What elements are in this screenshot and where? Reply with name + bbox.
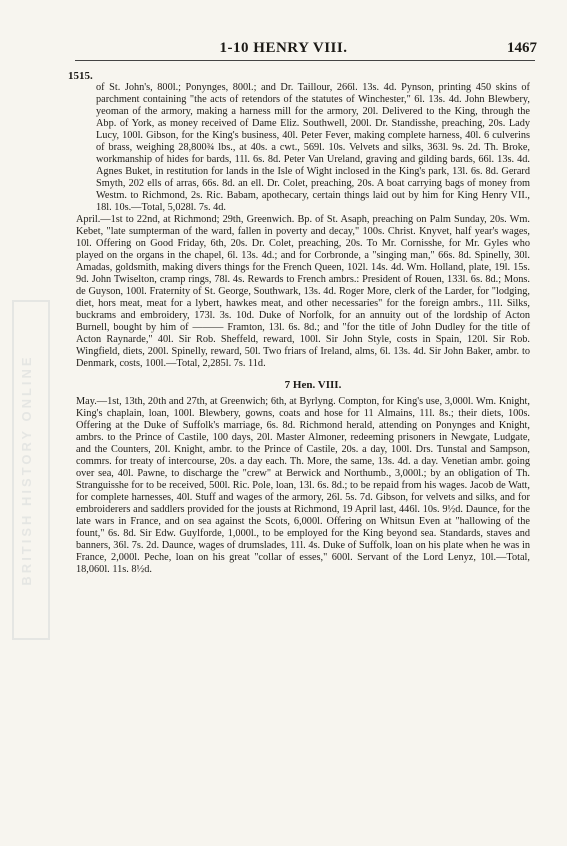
document-body xyxy=(76,82,530,576)
running-header xyxy=(0,36,567,60)
running-title: 1-10 HENRY VIII. xyxy=(219,40,348,56)
page-number: 1467 xyxy=(507,40,537,56)
year-margin-label: 1515. xyxy=(68,70,93,82)
section-heading: 7 Hen. VIII. xyxy=(284,379,342,391)
paragraph-may: May.—1st, 13th, 20th and 27th, at Greenwich; 6th, at Byrlyng. Compton, for King's use, 3,000l. Wm. Knight, King's chaplain, loan, 100l. Blewbery, gowns, coats and hose for 11 Almains, 11l. 8s.; their diets, 100s. Offering at the Duke of Suffolk's marriage, 6s. 8d. Richmond herald, attending on Ponynges and Knight, ambrs. to the Prince of Castile, 100 days, 20l. Master Almoner, redeeming prisoners in Newgate, Ludgate, and the Counters, 20l. Knight, ambr. to the Prince of Castile, 20s. a day, 100l. Drs. Tunstal and Sampson, commrs. for treaty of intercourse, 20s. a day each. Th. More, the same, 13s. 4d. a day. Venetian ambr. going over sea, 40l. Pawne, to discharge the "crew" at Berwick and Northumb., 3,000l.; by an obligation of Th. Stranguisshe for to be received, 500l. Ric. Pole, loan, 13l. 6s. 8d.; to be repaid from his wages. Jacob de Watt, for complete harnesses, 40l. Stuff and wages of the armory, 26l. 5s. 7d. Gibson, for velvets and silks, and for embroiderers and saddlers provided for the jousts at Richmond, 19 April last, 446l. 10s. 9½d. Daunce, for the late wars in France, and on sea against the Scots, 6,000l. Offering on Whitsun Even at "hallowing of the fount," 6s. 8d. Sir Edw. Guylforde, 1,000l., to be employed for the King beyond sea. Standards, staves and banners, 36l. 7s. 2d. Daunce, wages of drumslades, 11l. 4s. Duke of Suffolk, loan on his plate when he was in France, 2,000l. Peche, loan on his great "collar of esses," 600l. Servant of the Lord Lenyz, 10l.—Total, 18,060l. 11s. 8½d. xyxy=(76,396,530,575)
svg-text:BRITISH HISTORY ONLINE: BRITISH HISTORY ONLINE xyxy=(19,354,34,586)
watermark-stamp xyxy=(12,300,50,640)
paragraph-march-accounts: of St. John's, 800l.; Ponynges, 800l.; and Dr. Taillour, 266l. 13s. 4d. Pynson, printing 450 skins of parchment containing "the acts of retendors of the statutes of Winchester," 6l. 13s. 4d. John Blewbery, yeoman of the armory, making a harness mill for the armory, 20l. Delivered to the King, through the Abp. of York, as money received of Dame Eliz. Southwell, 200l. Dr. Standisshe, preaching, 20s. Lady Lucy, 100l. Gibson, for the King's business, 40l. Peter Fever, making complete harness, 40l. 6 culverins of brass, weighing 28,800¾ lbs., at 40s. a cwt., 569l. 10s. Velvets and silks, 363l. 9s. 2d. Th. Broke, workmanship of hides for bards, 11l. 6s. 8d. Peter Van Ureland, graving and gilding bards, 66l. 13s. 4d. Agnes Buket, in restitution for lands in the Isle of Wight inclosed in the King's park, 13l. 6s. 8d. Gerard Smyth, 202 ells of arras, 66s. 8d. an ell. Dr. Colet, preaching, 20s. A boat carrying bags of money from Westm. to Richmond, 2s. Ric. Babam, apothecary, certain things laid out by him for King Henry VII., 18l. 10s.—Total, 5,028l. 7s. 4d. xyxy=(96,82,530,213)
paragraph-april: April.—1st to 22nd, at Richmond; 29th, Greenwich. Bp. of St. Asaph, preaching on Palm Sunday, 20s. Wm. Kebet, "late sumpterman of the ward, fallen in poverty and decay," 100s. Christ. Knyvet, half year's wages, 10l. Offering on Good Friday, 6th, 20s. Dr. Colet, preaching, 20s. To Mr. Cornisshe, for Mr. Gyles who played on the organs in the chapel, 6l. 13s. 4d.; and for Corbronde, a "singing man," 66s. 8d. Spinelly, 30l. Amadas, goldsmith, making divers things for the French Queen, 102l. 14s. 4d. Wm. Holland, plate, 19l. 15s. 9d. John Twiselton, cramp rings, 78l. 4s. Rewards to French ambrs.: President of Rouen, 133l. 6s. 8d.; Mons. de Guyson, 100l. Fraternity of St. George, Southwark, 13s. 4d. Roger More, clerk of the Larder, for "lodging, diet, hors meat, meat for a lybert, hawkes meat, and other necessaries" for the foreign ambrs., 11l. Silks, buckrams and embroidery, 173l. 3s. 10d. Duke of Norfolk, for an annuity out of the lordship of Acton Burnell, bought by him of ——— Framton, 13l. 6s. 8d.; and "for the title of John Dudley for the title of Acton Raynarde," 40l. Sir Rob. Sheffeld, reward, 100l. Sir John Style, costs in Spain, 120l. Sir Rob. Wingfield, diets, 200l. Spinelly, reward, 50l. Two friars of Ireland, alms, 6l. 13s. 4d. Sir John Baker, ambr. to Denmark, costs, 100l.—Total, 2,285l. 7s. 11d. xyxy=(76,214,530,369)
header-rule xyxy=(75,60,535,61)
